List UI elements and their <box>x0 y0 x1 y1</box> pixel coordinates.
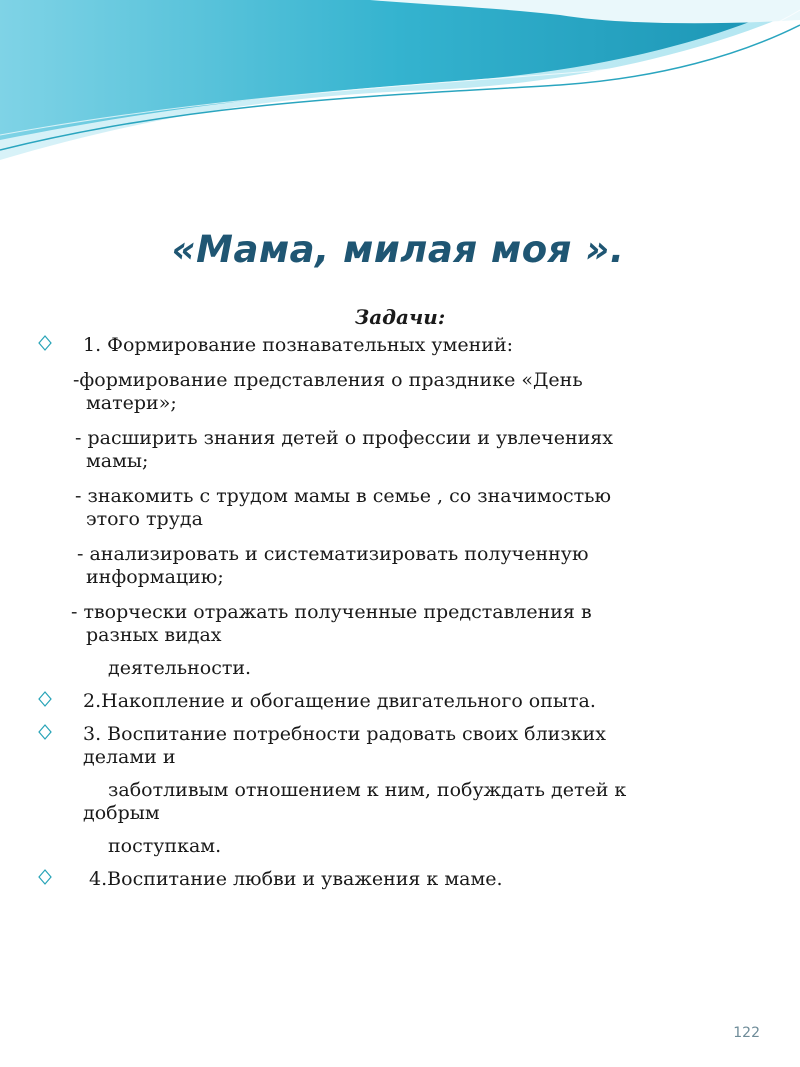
slide-title: «Мама, милая моя ». <box>171 228 625 271</box>
sub-item: -формирование представления о празднике «День матери»; <box>73 369 583 414</box>
header-wave-decoration <box>0 0 800 200</box>
list-item-text: 3. Воспитание потребности радовать своих близких <box>83 723 606 745</box>
list-item <box>38 690 768 713</box>
diamond-outline-icon <box>38 335 54 355</box>
list-item-text: 2.Накопление и обогащение двигательного опыта. <box>83 690 596 712</box>
task-list <box>38 334 768 891</box>
tasks-heading: Задачи: <box>354 305 446 329</box>
diamond-outline-icon <box>38 691 54 711</box>
sub-item: - творчески отражать полученные представления в разных видах деятельности. <box>71 601 592 679</box>
list-item-text: 4.Воспитание любви и уважения к маме. <box>83 868 503 890</box>
sub-item: - знакомить с трудом мамы в семье , со значимостью этого труда <box>75 485 612 530</box>
diamond-outline-icon <box>38 869 54 889</box>
list-item <box>38 868 768 891</box>
sub-item: - расширить знания детей о профессии и увлечениях мамы; <box>75 427 613 472</box>
list-item-text: 1. Формирование познавательных умений: <box>83 334 514 356</box>
list-item: 3. Воспитание потребности радовать своих близких делами и заботливым отношением к ним, побуждать детей к добрым поступкам. <box>38 723 768 858</box>
sub-item: - анализировать и систематизировать полученную информацию; <box>77 543 589 588</box>
diamond-outline-icon <box>38 724 54 744</box>
page-number: 122 <box>733 1025 760 1041</box>
list-item <box>38 334 768 680</box>
